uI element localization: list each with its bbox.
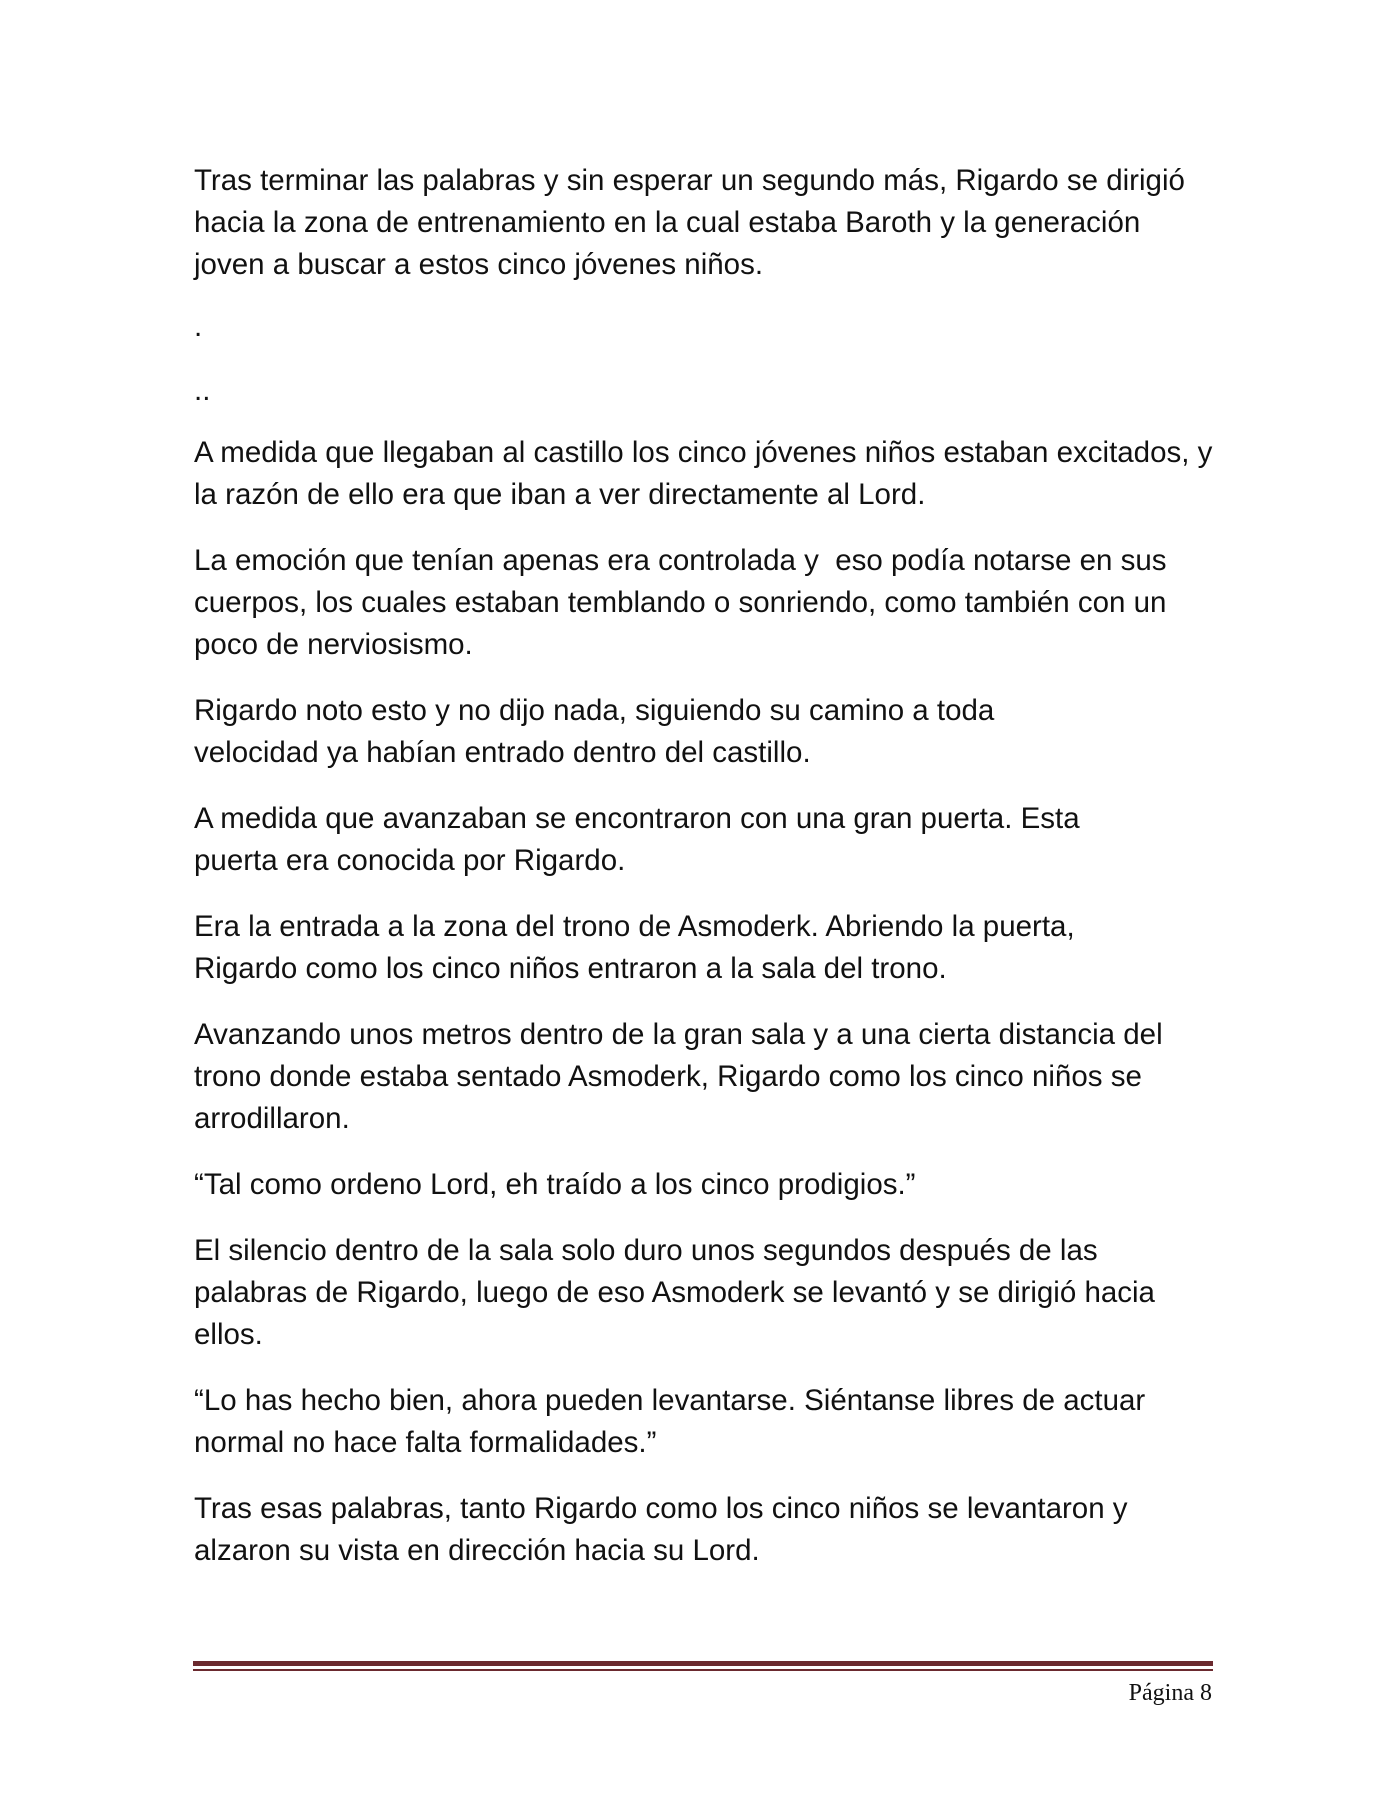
separator-double-dot: .. xyxy=(194,374,211,407)
page-body xyxy=(194,160,1221,1596)
paragraph-1: Tras terminar las palabras y sin esperar un segundo más, Rigardo se dirigió hacia la zona de entrenamiento en la cual estaba Baroth y la generación joven a buscar a estos cinco jóvenes niños. xyxy=(194,164,1194,281)
paragraph-5: A medida que avanzaban se encontraron con una gran puerta. Esta puerta era conocida por Rigardo. xyxy=(194,802,1088,877)
paragraph-10-quote: “Lo has hecho bien, ahora pueden levantarse. Siéntanse libres de actuar normal no hace falta formalidades.” xyxy=(194,1384,1154,1459)
paragraph-3: La emoción que tenían apenas era controlada y eso podía notarse en sus cuerpos, los cuales estaban temblando o sonriendo, como también con un poco de nerviosismo. xyxy=(194,544,1175,661)
paragraph-4: Rigardo noto esto y no dijo nada, siguiendo su camino a toda velocidad ya habían entrado dentro del castillo. xyxy=(194,694,1003,769)
separator-dot: . xyxy=(194,310,203,343)
paragraph-2: A medida que llegaban al castillo los cinco jóvenes niños estaban excitados, y la razón de ello era que iban a ver directamente al Lord. xyxy=(194,436,1221,511)
paragraph-8-quote: “Tal como ordeno Lord, eh traído a los cinco prodigios.” xyxy=(194,1168,916,1201)
footer-rule-thin xyxy=(193,1669,1213,1671)
paragraph-11: Tras esas palabras, tanto Rigardo como los cinco niños se levantaron y alzaron su vista en dirección hacia su Lord. xyxy=(194,1492,1136,1567)
footer-rule-thick xyxy=(193,1661,1213,1666)
paragraph-6: Era la entrada a la zona del trono de Asmoderk. Abriendo la puerta, Rigardo como los cinco niños entraron a la sala del trono. xyxy=(194,910,1083,985)
paragraph-7: Avanzando unos metros dentro de la gran sala y a una cierta distancia del trono donde estaba sentado Asmoderk, Rigardo como los cinco niños se arrodillaron. xyxy=(194,1018,1171,1135)
page-number: Página 8 xyxy=(1128,1680,1212,1706)
paragraph-9: El silencio dentro de la sala solo duro unos segundos después de las palabras de Rigardo, luego de eso Asmoderk se levantó y se dirigió hacia ellos. xyxy=(194,1234,1164,1351)
